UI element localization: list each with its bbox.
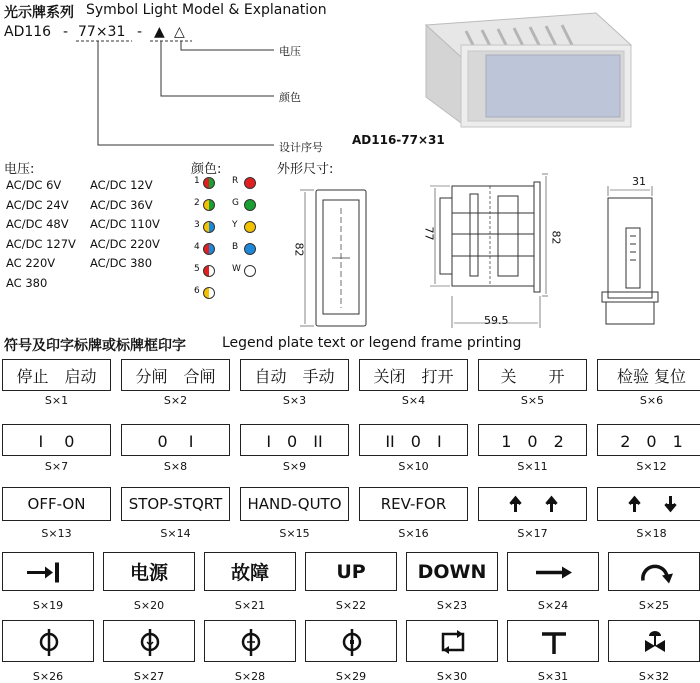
- legend-plate-code: S×5: [520, 394, 545, 407]
- legend-plate-code: S×23: [436, 599, 468, 612]
- arrow-to-bar-icon: [3, 553, 94, 591]
- voltage-title: 电压:: [4, 162, 35, 177]
- legend-plate: [204, 620, 296, 662]
- voltage-item: AC 220V: [6, 256, 56, 270]
- legend-plate-text: 自动 手动: [254, 366, 335, 386]
- title-cn: 光示牌系列: [4, 5, 74, 21]
- legend-plate-code: S×6: [639, 394, 664, 407]
- legend-plate-text: 停止 启动: [16, 366, 97, 386]
- legend-plate-text: 2 0 1: [620, 431, 683, 451]
- color-letter: Y: [232, 220, 238, 230]
- legend-plate-code: S×21: [234, 599, 266, 612]
- voltage-item: AC/DC 220V: [90, 236, 160, 251]
- color-combo-number: 2: [194, 198, 200, 208]
- legend-plate: [121, 487, 230, 521]
- legend-plate: [2, 359, 111, 391]
- color-combo-number: 1: [194, 176, 200, 186]
- legend-plate-text: REV-FOR: [380, 495, 447, 513]
- legend-plate-code: S×9: [282, 460, 307, 473]
- voltage-item: AC/DC 48V: [6, 217, 69, 231]
- legend-plate-code: S×32: [638, 670, 670, 683]
- legend-plate-code: S×15: [279, 527, 310, 540]
- legend-plate-code: S×4: [401, 394, 426, 407]
- color-single-dot: [244, 199, 256, 211]
- legend-plate: [359, 424, 468, 456]
- legend-plate: [2, 487, 111, 521]
- legend-plate: [240, 487, 349, 521]
- color-letter: B: [232, 242, 239, 252]
- front-height-dim: 82: [292, 242, 306, 257]
- legend-plate-code: S×7: [44, 460, 69, 473]
- voltage-item: AC/DC 24V: [6, 197, 69, 212]
- legend-plate: [121, 359, 230, 391]
- up-down-arrows-icon: [598, 488, 700, 521]
- legend-plate: [478, 424, 587, 456]
- color-combo-number: 3: [194, 220, 200, 230]
- colors-title: 颜色:: [191, 162, 222, 177]
- color-letter: R: [232, 176, 239, 186]
- voltage-item: AC/DC 127V: [6, 236, 76, 251]
- color-combo-dot: [203, 243, 215, 255]
- legend-plate-text: 1 0 2: [501, 431, 564, 451]
- right-arrow-icon: [508, 553, 599, 591]
- legend-plate-code: S×13: [41, 527, 72, 540]
- model-dash-1: -: [63, 24, 69, 40]
- reverse-arrows-icon: [407, 621, 498, 662]
- legend-plate: [608, 620, 700, 662]
- legend-plate-code: S×10: [398, 460, 429, 473]
- legend-plate-code: S×17: [517, 527, 548, 540]
- model-dash-2: -: [137, 24, 143, 40]
- model-size: 77×31: [78, 24, 126, 40]
- up-up-arrows-icon: [479, 488, 587, 521]
- legend-plate-code: S×31: [537, 670, 569, 683]
- legend-plate: [406, 552, 498, 591]
- color-combo-number: 4: [194, 242, 200, 252]
- end-width-dim: 31: [632, 175, 646, 188]
- t-shape-icon: [508, 621, 599, 662]
- circle-line-icon: [306, 621, 397, 662]
- legend-plate-code: S×26: [32, 670, 64, 683]
- legend-plate-text: STOP-STQRT: [128, 495, 223, 513]
- legend-plate-code: S×25: [638, 599, 670, 612]
- legend-plate-code: S×30: [436, 670, 468, 683]
- legend-plate-code: S×3: [282, 394, 307, 407]
- title-en: Symbol Light Model & Explanation: [86, 2, 327, 18]
- clockwise-arrow-icon: [609, 553, 700, 591]
- voltage-item: AC/DC 12V: [90, 178, 153, 192]
- legend-plate-code: S×29: [335, 670, 367, 683]
- legend-plate: [597, 424, 700, 456]
- legend-plate-text: 0 I: [157, 431, 194, 451]
- side-depth-dim: 59.5: [484, 314, 509, 327]
- color-single-dot: [244, 243, 256, 255]
- color-combo-number: 5: [194, 264, 200, 274]
- color-letter: W: [232, 264, 241, 274]
- legend-plate: [359, 359, 468, 391]
- color-single-dot: [244, 221, 256, 233]
- legend-plate-text: 关 开: [500, 366, 565, 386]
- color-label: 颜色: [279, 91, 301, 104]
- valve-icon: [609, 621, 700, 662]
- legend-plate: [240, 359, 349, 391]
- filled-triangle-icon: ▲: [154, 24, 165, 40]
- circle-line-icon: [205, 621, 296, 662]
- color-letter: G: [232, 198, 239, 208]
- legend-plate: [240, 424, 349, 456]
- legend-plate-code: S×8: [163, 460, 188, 473]
- legend-plate: [103, 620, 195, 662]
- legend-plate-text: OFF-ON: [27, 495, 86, 513]
- voltage-label: 电压: [279, 45, 301, 58]
- model-prefix: AD116: [4, 24, 52, 40]
- legend-plate: [597, 487, 700, 521]
- legend-plate-code: S×22: [335, 599, 367, 612]
- legend-plate: [2, 620, 94, 662]
- legend-plate-text: UP: [336, 560, 366, 583]
- legend-plate-code: S×12: [636, 460, 667, 473]
- legend-plate: [2, 424, 111, 456]
- legend-plate-text: I 0: [38, 431, 75, 451]
- legend-plate-text: 故障: [230, 562, 269, 584]
- color-combo-dot: [203, 177, 215, 189]
- legend-plate-code: S×2: [163, 394, 188, 407]
- legend-plate: [478, 487, 587, 521]
- circle-line-icon: [104, 621, 195, 662]
- legend-plate-code: S×27: [133, 670, 165, 683]
- legend-plate-code: S×28: [234, 670, 266, 683]
- legend-plate: [305, 620, 397, 662]
- legend-plate-code: S×19: [32, 599, 64, 612]
- legend-plate-text: 电源: [129, 562, 168, 584]
- legend-plate: [305, 552, 397, 591]
- color-combo-dot: [203, 287, 215, 299]
- hollow-triangle-icon: △: [174, 24, 185, 40]
- legend-plate-text: 检验 复位: [616, 366, 687, 386]
- color-combo-dot: [203, 199, 215, 211]
- serial-label: 设计序号: [279, 141, 323, 154]
- voltage-item: AC/DC 36V: [90, 197, 153, 212]
- legend-plate: [406, 620, 498, 662]
- product-photo: [406, 5, 646, 145]
- legend-plate: [597, 359, 700, 391]
- legend-plate: [103, 552, 195, 591]
- legend-title-cn: 符号及印字标牌或标牌框印字: [4, 338, 186, 354]
- side-outer-height-dim: 82: [549, 230, 563, 245]
- legend-plate: [478, 359, 587, 391]
- voltage-item: AC/DC 380: [90, 256, 153, 270]
- legend-plate: [507, 552, 599, 591]
- voltage-col2: [90, 176, 160, 274]
- legend-plate: [121, 424, 230, 456]
- legend-plate-text: 关闭 打开: [373, 366, 454, 386]
- voltage-item: AC/DC 110V: [90, 217, 160, 231]
- legend-plate-text: DOWN: [417, 560, 487, 583]
- legend-plate-text: I 0 II: [266, 431, 323, 451]
- legend-plate-code: S×16: [398, 527, 429, 540]
- color-combo-dot: [203, 221, 215, 233]
- legend-plate-code: S×20: [133, 599, 165, 612]
- legend-plate-code: S×1: [44, 394, 69, 407]
- dimensions-title: 外形尺寸:: [277, 162, 334, 177]
- legend-plate: [507, 620, 599, 662]
- side-inner-height-dim: 77: [422, 226, 436, 241]
- voltage-col1: [6, 176, 76, 293]
- legend-plate-code: S×24: [537, 599, 569, 612]
- legend-plate-code: S×11: [517, 460, 548, 473]
- product-caption: AD116-77×31: [352, 133, 445, 147]
- legend-plate-text: HAND-QUTO: [247, 495, 342, 513]
- legend-plate: [204, 552, 296, 591]
- color-single-dot: [244, 265, 256, 277]
- legend-plate-text: 分闸 合闸: [135, 366, 216, 386]
- dimension-drawing: [280, 168, 700, 338]
- legend-plate-text: II 0 I: [385, 431, 442, 451]
- color-single-dot: [244, 177, 256, 189]
- color-combo-dot: [203, 265, 215, 277]
- circle-line-icon: [3, 621, 94, 662]
- legend-plate: [359, 487, 468, 521]
- legend-plate: [2, 552, 94, 591]
- legend-plate-code: S×14: [160, 527, 191, 540]
- voltage-item: AC/DC 6V: [6, 178, 62, 192]
- legend-plate: [608, 552, 700, 591]
- voltage-item: AC 380: [6, 275, 48, 290]
- legend-plate-code: S×18: [636, 527, 667, 540]
- legend-title-en: Legend plate text or legend frame printing: [222, 335, 522, 351]
- color-combo-number: 6: [194, 286, 200, 296]
